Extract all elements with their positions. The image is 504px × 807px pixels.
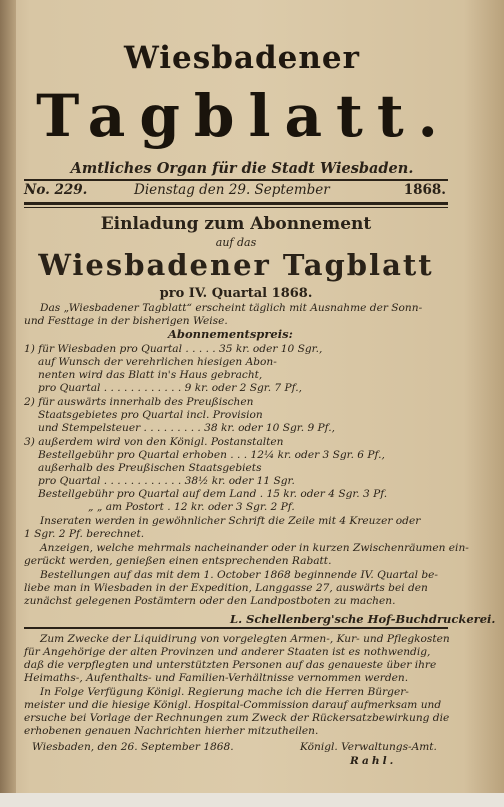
- notice-authority: Königl. Verwaltungs-Amt.: [300, 741, 437, 753]
- notice-line-6: meister und die hiesige Königl. Hospital-Commission darauf aufmerksam und: [24, 699, 442, 711]
- ads-line-5: Bestellungen auf das mit dem 1. October 1868 beginnende IV. Quartal be-: [40, 569, 439, 581]
- prices-heading: Abonnementspreis:: [168, 327, 293, 341]
- notice-line-3: daß die verpflegten und unterstützten Personen auf das genaueste über ihre: [24, 659, 437, 671]
- masthead-big-title: Tagblatt.: [36, 82, 452, 150]
- notice-signature: Rahl.: [350, 755, 397, 767]
- scan-bottom-margin: [0, 793, 504, 807]
- notice-line-5: In Folge Verfügung Königl. Regierung mache ich die Herren Bürger-: [40, 686, 409, 698]
- price-line-11: pro Quartal . . . . . . . . . . . . 38½ kr. oder 11 Sgr.: [38, 475, 295, 487]
- price-line-6: Staatsgebietes pro Quartal incl. Provision: [38, 409, 263, 421]
- price-line-1: 1) für Wiesbaden pro Quartal . . . . . 35 kr. oder 10 Sgr.,: [24, 343, 323, 355]
- ads-line-6: liebe man in Wiesbaden in der Expedition, Langgasse 27, auswärts bei den: [24, 582, 428, 594]
- notice-line-7: ersuche bei Vorlage der Rechnungen zum Zweck der Rückersatzbewirkung die: [24, 712, 450, 724]
- issue-number: No. 229.: [24, 182, 88, 198]
- price-line-5: 2) für auswärts innerhalb des Preußischen: [24, 396, 254, 408]
- intro-line-2: und Festtage in der bisherigen Weise.: [24, 315, 228, 327]
- issue-line: [24, 182, 448, 202]
- page-binding-edge: [0, 0, 16, 807]
- invitation-quarter: pro IV. Quartal 1868.: [159, 286, 313, 301]
- issue-rule-thin: [24, 207, 448, 208]
- masthead-subtitle: Amtliches Organ für die Stadt Wiesbaden.: [70, 160, 414, 177]
- top-rule: [24, 179, 448, 181]
- price-line-12: Bestellgebühr pro Quartal auf dem Land . 15 kr. oder 4 Sgr. 3 Pf.: [38, 488, 388, 500]
- price-line-9: Bestellgebühr pro Quartal erhoben . . . 12¼ kr. oder 3 Sgr. 6 Pf.,: [38, 449, 385, 461]
- ads-line-3: Anzeigen, welche mehrmals nacheinander oder in kurzen Zwischenräumen ein-: [40, 542, 469, 554]
- section-rule: [24, 627, 448, 629]
- notice-line-2: für Angehörige der alten Provinzen und anderer Staaten ist es nothwendig,: [24, 646, 431, 658]
- notice-place-date: Wiesbaden, den 26. September 1868.: [32, 741, 234, 753]
- notice-line-8: erhobenen genauen Nachrichten hierher mitzutheilen.: [24, 725, 319, 737]
- price-line-7: und Stempelsteuer . . . . . . . . . 38 kr. oder 10 Sgr. 9 Pf.,: [38, 422, 335, 434]
- printer-signature: L. Schellenberg'sche Hof-Buchdruckerei.: [230, 612, 496, 626]
- price-line-4: pro Quartal . . . . . . . . . . . . 9 kr. oder 2 Sgr. 7 Pf.,: [38, 382, 302, 394]
- issue-date: Dienstag den 29. September: [134, 182, 330, 198]
- notice-line-4: Heimaths-, Aufenthalts- und Familien-Verhältnisse vernommen werden.: [24, 672, 409, 684]
- price-line-13: „ „ am Postort . 12 kr. oder 3 Sgr. 2 Pf.: [88, 501, 295, 513]
- invitation-paper-name: Wiesbadener Tagblatt: [38, 248, 434, 282]
- price-line-10: außerhalb des Preußischen Staatsgebiets: [38, 462, 262, 474]
- price-line-8: 3) außerdem wird von den Königl. Postanstalten: [24, 436, 284, 448]
- issue-year: 1868.: [403, 182, 446, 198]
- ads-line-1: Inseraten werden in gewöhnlicher Schrift die Zeile mit 4 Kreuzer oder: [40, 515, 421, 527]
- ads-line-4: gerückt werden, genießen einen entsprechenden Rabatt.: [24, 555, 332, 567]
- invitation-heading: Einladung zum Abonnement: [100, 214, 372, 234]
- intro-line-1: Das „Wiesbadener Tagblatt“ erscheint täglich mit Ausnahme der Sonn-: [40, 302, 423, 314]
- issue-rule: [24, 202, 448, 205]
- price-line-2: auf Wunsch der verehrlichen hiesigen Abon-: [38, 356, 277, 368]
- masthead-title: Wiesbadener: [124, 40, 360, 76]
- invitation-auf-das: auf das: [215, 236, 257, 249]
- ads-line-2: 1 Sgr. 2 Pf. berechnet.: [24, 528, 145, 540]
- notice-line-1: Zum Zwecke der Liquidirung von vorgelegten Armen-, Kur- und Pflegkosten: [40, 633, 450, 645]
- ads-line-7: zunächst gelegenen Postämtern oder den Landpostboten zu machen.: [24, 595, 396, 607]
- price-line-3: nenten wird das Blatt in's Haus gebracht,: [38, 369, 263, 381]
